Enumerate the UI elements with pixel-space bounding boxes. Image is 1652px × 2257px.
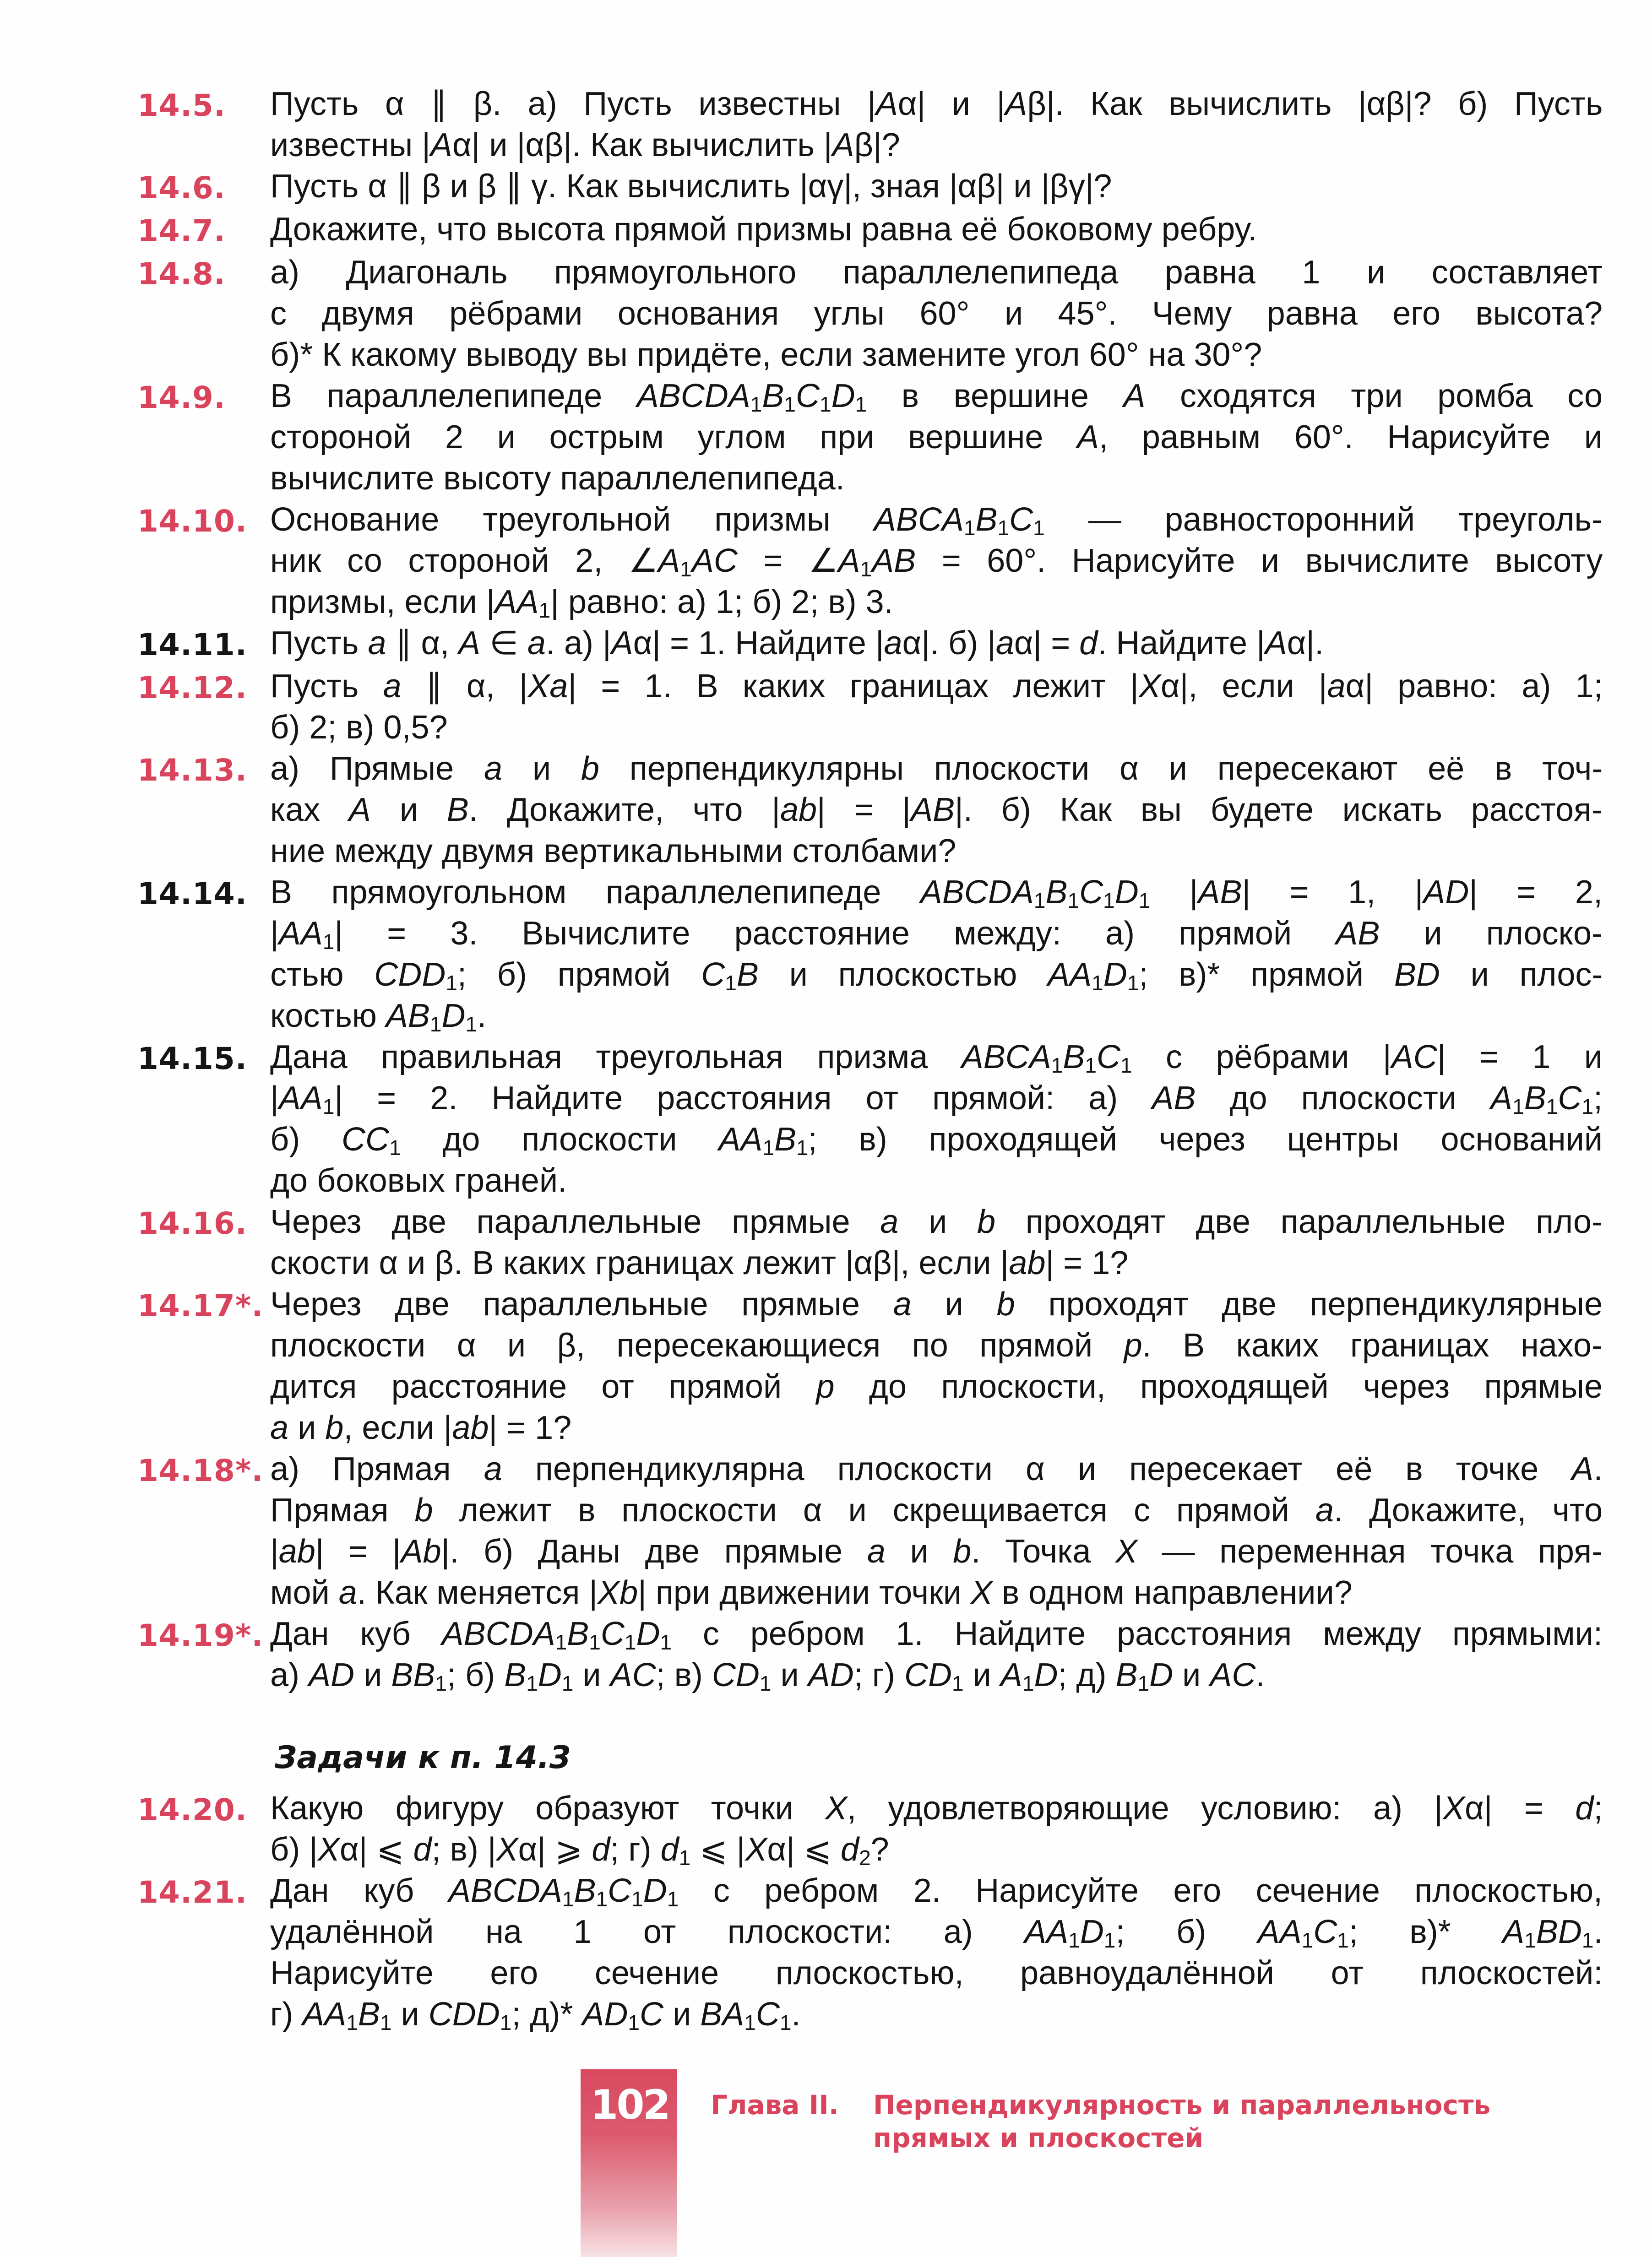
problem-text-line: мой a. Как меняется |Xb| при движении точки X в одном направлении? [270, 1574, 1353, 1611]
problem-text-line: плоскости α и β, пересекающиеся по прямой p. В каких границах нахо- [270, 1327, 1603, 1364]
problem-text-line: г) $AA_1B_1$ и $CDD_1$; д)* $AD_1C$ и $BA_1C_1$. [270, 1996, 801, 2035]
problem-text [270, 1870, 1603, 2035]
problem-text-line: Пусть a ∥ α, |Xa| = 1. В каких границах лежит |Xα|, если |aα| равно: а) 1; [270, 668, 1603, 705]
problem-text-line: Нарисуйте его сечение плоскостью, равноудалённой от плоскостей: [270, 1955, 1603, 1991]
problem-text-line: Основание треугольной призмы $ABCA_1B_1C_1$ — равносторонний треуголь- [270, 501, 1603, 540]
problem-text [270, 166, 1603, 207]
problem-item [137, 1613, 1603, 1696]
problem-number: 14.21. [137, 1875, 247, 1910]
chapter-title [873, 2089, 1490, 2154]
problem-text-line: Докажите, что высота прямой призмы равна её боковому ребру. [270, 211, 1257, 248]
problem-number: 14.7. [137, 213, 226, 249]
problem-number: 14.12. [137, 670, 247, 705]
problem-text-line: Прямая b лежит в плоскости α и скрещивается с прямой a. Докажите, что [270, 1492, 1603, 1529]
problem-item [137, 1788, 1603, 1870]
problem-item [137, 748, 1603, 872]
problem-number: 14.19*. [137, 1618, 264, 1653]
chapter-title-line-1: Перпендикулярность и параллельность [873, 2089, 1491, 2121]
problem-text-line: а) AD и $BB_1$; б) $B_1D_1$ и AC; в) $CD_1$ и AD; г) $CD_1$ и $A_1D$; д) $B_1D$ и AC. [270, 1657, 1265, 1695]
problem-number: 14.13. [137, 753, 247, 788]
problem-text-line: б) |Xα| ⩽ d; в) |Xα| ⩾ d; г) $d_1$ ⩽ |Xα| ⩽ $d_2$? [270, 1831, 889, 1870]
problem-text-line: Какую фигуру образуют точки X, удовлетворяющие условию: а) |Xα| = d; [270, 1790, 1603, 1827]
problem-text-line: удалённой на 1 от плоскости: а) $AA_1D_1$; б) $AA_1C_1$; в)* $A_1BD_1$. [270, 1914, 1603, 1952]
problem-item [137, 166, 1603, 209]
problem-text-line: ние между двумя вертикальными столбами? [270, 833, 956, 869]
problem-text [270, 666, 1603, 748]
problem-list-section-14-2 [137, 83, 1603, 1696]
problem-text [270, 1613, 1603, 1696]
problem-text-line: Через две параллельные прямые a и b проходят две перпендикулярные [270, 1286, 1603, 1323]
problem-number: 14.15. [137, 1041, 247, 1076]
problem-text-line: Дан куб $ABCDA_1B_1C_1D_1$ с ребром 2. Нарисуйте его сечение плоскостью, [270, 1872, 1603, 1911]
problem-text-line: |ab| = |Ab|. б) Даны две прямые a и b. Точка X — переменная точка пря- [270, 1533, 1603, 1570]
problem-text [270, 872, 1603, 1036]
problem-number: 14.20. [137, 1792, 247, 1828]
problem-text-line: скости α и β. В каких границах лежит |αβ|, если |ab| = 1? [270, 1245, 1129, 1281]
problem-text-line: дится расстояние от прямой p до плоскости, проходящей через прямые [270, 1368, 1603, 1405]
problem-item [137, 666, 1603, 748]
problem-item [137, 1201, 1603, 1284]
problem-list-section-14-3 [137, 1788, 1603, 2035]
problem-text [270, 209, 1603, 250]
problem-text [270, 252, 1603, 375]
problem-text-line: а) Диагональ прямоугольного параллелепипеда равна 1 и составляет [270, 254, 1603, 291]
chapter-label: Глава II. [711, 2089, 839, 2121]
section-heading: Задачи к п. 14.3 [275, 1740, 571, 1776]
problem-text [270, 375, 1603, 499]
problem-item [137, 1870, 1603, 2035]
problem-text-line: Дан куб $ABCDA_1B_1C_1D_1$ с ребром 1. Найдите расстояния между прямыми: [270, 1616, 1603, 1654]
problem-text-line: стороной 2 и острым углом при вершине A, равным 60°. Нарисуйте и [270, 419, 1603, 456]
problem-text [270, 499, 1603, 623]
problem-text-line: $|AA_1| = 2$. Найдите расстояния от прямой: а) AB до плоскости $A_1B_1C_1$; [270, 1080, 1603, 1118]
problem-text-line: В прямоугольном параллелепипеде $ABCDA_1B_1C_1D_1$ |AB| = 1, |AD| = 2, [270, 874, 1603, 912]
problem-text-line: костью $AB_1D_1$. [270, 998, 487, 1036]
problem-text-line: Пусть a ∥ α, A ∈ a. а) |Aα| = 1. Найдите |aα|. б) |aα| = d. Найдите |Aα|. [270, 625, 1324, 662]
problem-text [270, 1036, 1603, 1201]
page-number: 102 [590, 2081, 669, 2128]
problem-text-line: a и b, если |ab| = 1? [270, 1410, 572, 1446]
problem-text [270, 748, 1603, 872]
problem-item [137, 499, 1603, 623]
problem-number: 14.14. [137, 876, 247, 911]
problem-text-line: Дана правильная треугольная призма $ABCA_1B_1C_1$ с рёбрами |AC| = 1 и [270, 1039, 1603, 1077]
problem-number: 14.17*. [137, 1288, 264, 1324]
problem-text-line: а) Прямая a перпендикулярна плоскости α и пересекает её в точке A. [270, 1451, 1603, 1487]
problem-item [137, 209, 1603, 252]
problem-number: 14.9. [137, 380, 226, 415]
problem-text-line: б) 2; в) 0,5? [270, 709, 448, 746]
problem-text-line: ник со стороной 2, $\angle A_1AC$ = $\angle A_1AB = 60^\circ$. Нарисуйте и вычислите высоту [270, 543, 1603, 581]
problem-text-line: известны |Aα| и |αβ|. Как вычислить |Aβ|? [270, 127, 900, 163]
problem-text-line: б) $CC_1$ до плоскости $AA_1B_1$; в) проходящей через центры оснований [270, 1121, 1603, 1160]
problem-item [137, 872, 1603, 1036]
problem-text-line: Через две параллельные прямые a и b проходят две параллельные пло- [270, 1204, 1603, 1240]
problem-text [270, 1201, 1603, 1284]
problem-text-line: В параллелепипеде $ABCDA_1B_1C_1D_1$ в вершине A сходятся три ромба со [270, 378, 1603, 416]
problem-item [137, 252, 1603, 375]
problem-item [137, 1036, 1603, 1201]
problem-text [270, 1284, 1603, 1449]
problem-text-line: б)* К какому выводу вы придёте, если замените угол 60° на 30°? [270, 336, 1262, 373]
problem-item [137, 83, 1603, 166]
problem-text [270, 1788, 1603, 1870]
problem-number: 14.16. [137, 1206, 247, 1241]
problem-item [137, 1284, 1603, 1449]
problem-number: 14.5. [137, 88, 226, 123]
problem-text-line: $|AA_1| = 3$. Вычислите расстояние между: а) прямой AB и плоско- [270, 915, 1603, 954]
problem-number: 14.11. [137, 627, 247, 662]
problem-text-line: а) Прямые a и b перпендикулярны плоскости α и пересекают её в точ- [270, 750, 1603, 787]
problem-number: 14.18*. [137, 1453, 264, 1488]
problem-text-line: стью $CDD_1$; б) прямой $C_1B$ и плоскостью $AA_1D_1$; в)* прямой BD и плос- [270, 956, 1603, 995]
problem-item [137, 623, 1603, 666]
problem-text [270, 1449, 1603, 1613]
problem-text-line: Пусть α ∥ β и β ∥ γ. Как вычислить |αγ|, зная |αβ| и |βγ|? [270, 168, 1112, 205]
problem-text-line: призмы, если $|AA_1|$ равно: а) 1; б) 2; в) 3. [270, 584, 893, 622]
chapter-title-line-2: прямых и плоскостей [873, 2122, 1204, 2154]
problem-text-line: с двумя рёбрами основания углы 60° и 45°. Чему равна его высота? [270, 295, 1603, 332]
problem-text-line: Пусть α ∥ β. а) Пусть известны |Aα| и |Aβ|. Как вычислить |αβ|? б) Пусть [270, 86, 1603, 122]
problem-text [270, 623, 1603, 664]
problem-text-line: до боковых граней. [270, 1162, 567, 1199]
problem-item [137, 375, 1603, 499]
problem-number: 14.8. [137, 256, 226, 292]
problem-text-line: ках A и B. Докажите, что |ab| = |AB|. б) Как вы будете искать расстоя- [270, 792, 1603, 828]
problem-number: 14.10. [137, 504, 247, 539]
problem-number: 14.6. [137, 170, 226, 206]
problem-item [137, 1449, 1603, 1613]
problem-text-line: вычислите высоту параллелепипеда. [270, 460, 845, 497]
problem-text [270, 83, 1603, 166]
